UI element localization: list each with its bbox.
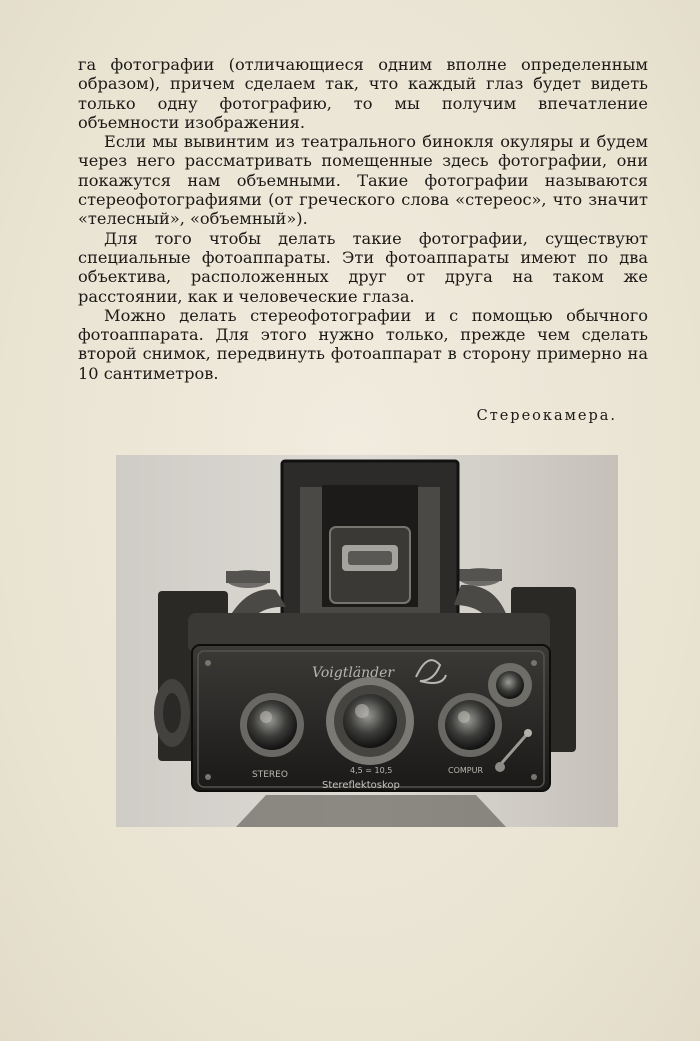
paragraph-1: га фотографии (отличающиеся одним вполне определенным образом), причем сделаем так, что каждый глаз будет видеть только одну фотографию, то мы получим впечатление объемности изображения.: [78, 55, 648, 132]
paragraph-3: Для того чтобы делать такие фотографии, существуют специальные фотоаппараты. Эти фотоаппараты имеют по два объектива, расположенных друг от друга на таком же расстоянии, как и человеческие глаза.: [78, 228, 648, 306]
camera-illustration: [116, 455, 618, 827]
lens-spec-label: 4,5 = 10,5: [350, 766, 393, 775]
paragraph-2: Если мы вывинтим из театрального бинокля окуляры и будем через него рассматривать помещенные здесь фотографии, они покажутся нам объемными. Такие фотографии называются стереофотографиями (от греческого слова «стереос», что значит «телесный», «объемный»).: [78, 132, 648, 229]
model-label: Stereflektoskop: [322, 780, 400, 791]
camera-brand-text: Voigtländer: [312, 665, 395, 681]
paragraph-4: Можно делать стереофотографии и с помощью обычного фотоаппарата. Для этого нужно только, прежде чем сделать второй снимок, передвинуть фотоаппарат в сторону примерно на 10 сантиметров.: [78, 305, 648, 383]
stereo-camera-photo: [116, 455, 618, 827]
stereo-label: STEREO: [252, 770, 288, 780]
body-text: [78, 55, 648, 383]
shutter-label: COMPUR: [448, 766, 484, 775]
figure-caption: Стереокамера.: [476, 408, 617, 424]
